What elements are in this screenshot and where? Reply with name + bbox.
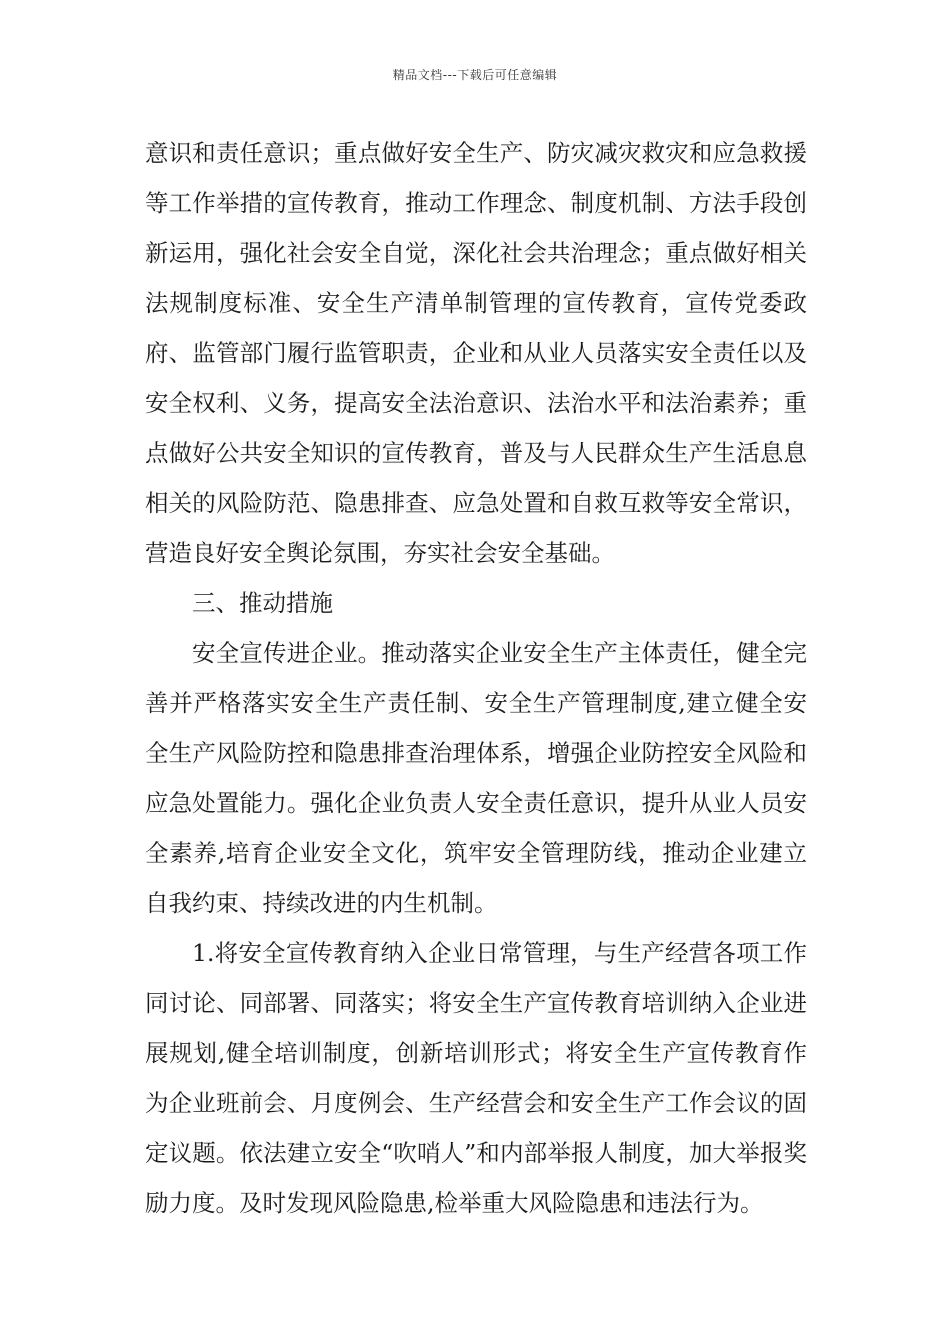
page-header: 精品文档---下载后可任意编辑 — [392, 68, 558, 82]
document-body — [145, 128, 807, 1228]
paragraph-item-1: 1.将安全宣传教育纳入企业日常管理，与生产经营各项工作同讨论、同部署、同落实；将安全生产宣传教育培训纳入企业进展规划,健全培训制度，创新培训形式；将安全生产宣传教育作为企业班前会、月度例会、生产经营会和安全生产工作会议的固定议题。依法建立安全“吹哨人”和内部举报人制度，加大举报奖励力度。及时发现风险隐患,检举重大风险隐患和违法行为。 — [145, 939, 807, 1217]
paragraph-enterprise: 安全宣传进企业。推动落实企业安全生产主体责任，健全完善并严格落实安全生产责任制、安全生产管理制度,建立健全安全生产风险防控和隐患排查治理体系，增强企业防控安全风险和应急处置能力。强化企业负责人安全责任意识，提升从业人员安全素养,培育企业安全文化，筑牢安全管理防线，推动企业建立自我约束、持续改进的内生机制。 — [145, 639, 807, 917]
section-heading: 三、推动措施 — [192, 589, 333, 617]
paragraph-continuation: 意识和责任意识；重点做好安全生产、防灾减灾救灾和应急救援等工作举措的宣传教育，推动工作理念、制度机制、方法手段创新运用，强化社会安全自觉，深化社会共治理念；重点做好相关法规制度标准、安全生产清单制管理的宣传教育，宣传党委政府、监管部门履行监管职责，企业和从业人员落实安全责任以及安全权利、义务，提高安全法治意识、法治水平和法治素养；重点做好公共安全知识的宣传教育，普及与人民群众生产生活息息相关的风险防范、隐患排查、应急处置和自救互救等安全常识，营造良好安全舆论氛围，夯实社会安全基础。 — [145, 139, 807, 567]
